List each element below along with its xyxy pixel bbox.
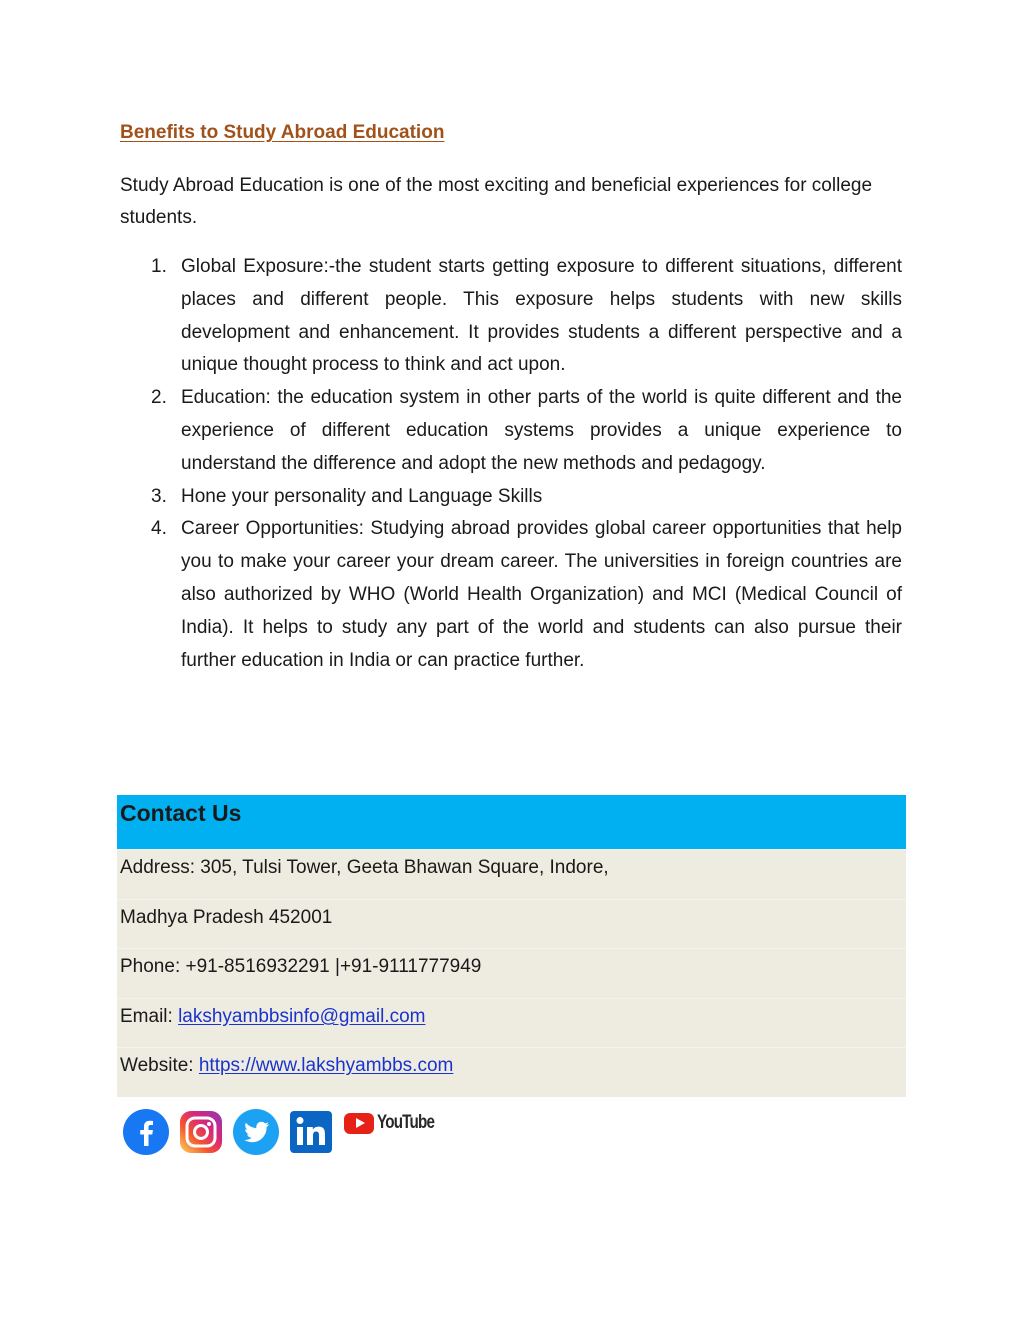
- section-heading: Benefits to Study Abroad Education: [120, 122, 445, 143]
- list-item: [120, 513, 902, 677]
- list-item: [120, 251, 902, 382]
- email-link[interactable]: lakshyambbsinfo@gmail.com: [178, 1005, 426, 1027]
- benefits-list: [120, 251, 902, 677]
- facebook-icon[interactable]: [122, 1108, 170, 1156]
- list-item: [120, 382, 902, 480]
- intro-paragraph: Study Abroad Education is one of the most exciting and beneficial experiences for college students.: [120, 175, 873, 228]
- youtube-icon[interactable]: [344, 1112, 448, 1134]
- linkedin-icon[interactable]: [287, 1108, 335, 1156]
- contact-phone: Phone: +91-8516932291 |+91-9111777949: [117, 948, 906, 998]
- contact-address-line2: Madhya Pradesh 452001: [117, 899, 906, 949]
- list-item-text: Career Opportunities: Studying abroad provides global career opportunities that help you to make your career your dream career. The universities in foreign countries are also authorized by WHO (World Health Organization) and MCI (Medical Council of India). It helps to study any part of the world and students can also pursue their further education in India or can practice further.: [181, 518, 902, 671]
- contact-title: Contact Us: [117, 795, 906, 849]
- list-item-number: 3.: [151, 485, 167, 507]
- list-item-text: Global Exposure:-the student starts getting exposure to different situations, different places and different people. This exposure helps students with new skills development and enhancement. It provides students a different perspective and a unique thought process to think and act upon.: [181, 256, 902, 376]
- contact-email-row: [117, 998, 906, 1048]
- email-label: Email:: [120, 1005, 179, 1027]
- contact-table: [117, 795, 906, 1097]
- twitter-icon[interactable]: [232, 1108, 280, 1156]
- youtube-play-icon: [344, 1113, 374, 1134]
- list-item: [120, 481, 902, 514]
- social-icons: [122, 1108, 448, 1156]
- youtube-wordmark: YouTube: [377, 1112, 435, 1133]
- website-link[interactable]: https://www.lakshyambbs.com: [198, 1055, 454, 1077]
- list-item-number: 1.: [151, 256, 167, 277]
- list-item-text: Education: the education system in other parts of the world is quite different and the experience of different education systems provides a unique experience to understand the difference and adopt the new methods and pedagogy.: [181, 387, 902, 474]
- instagram-icon[interactable]: [177, 1108, 225, 1156]
- list-item-number: 4.: [151, 518, 167, 540]
- contact-website-row: [117, 1047, 906, 1097]
- list-item-number: 2.: [151, 387, 167, 409]
- contact-address-line1: Address: 305, Tulsi Tower, Geeta Bhawan Square, Indore,: [117, 849, 906, 899]
- list-item-text: Hone your personality and Language Skills: [181, 485, 543, 507]
- website-label: Website:: [120, 1055, 199, 1077]
